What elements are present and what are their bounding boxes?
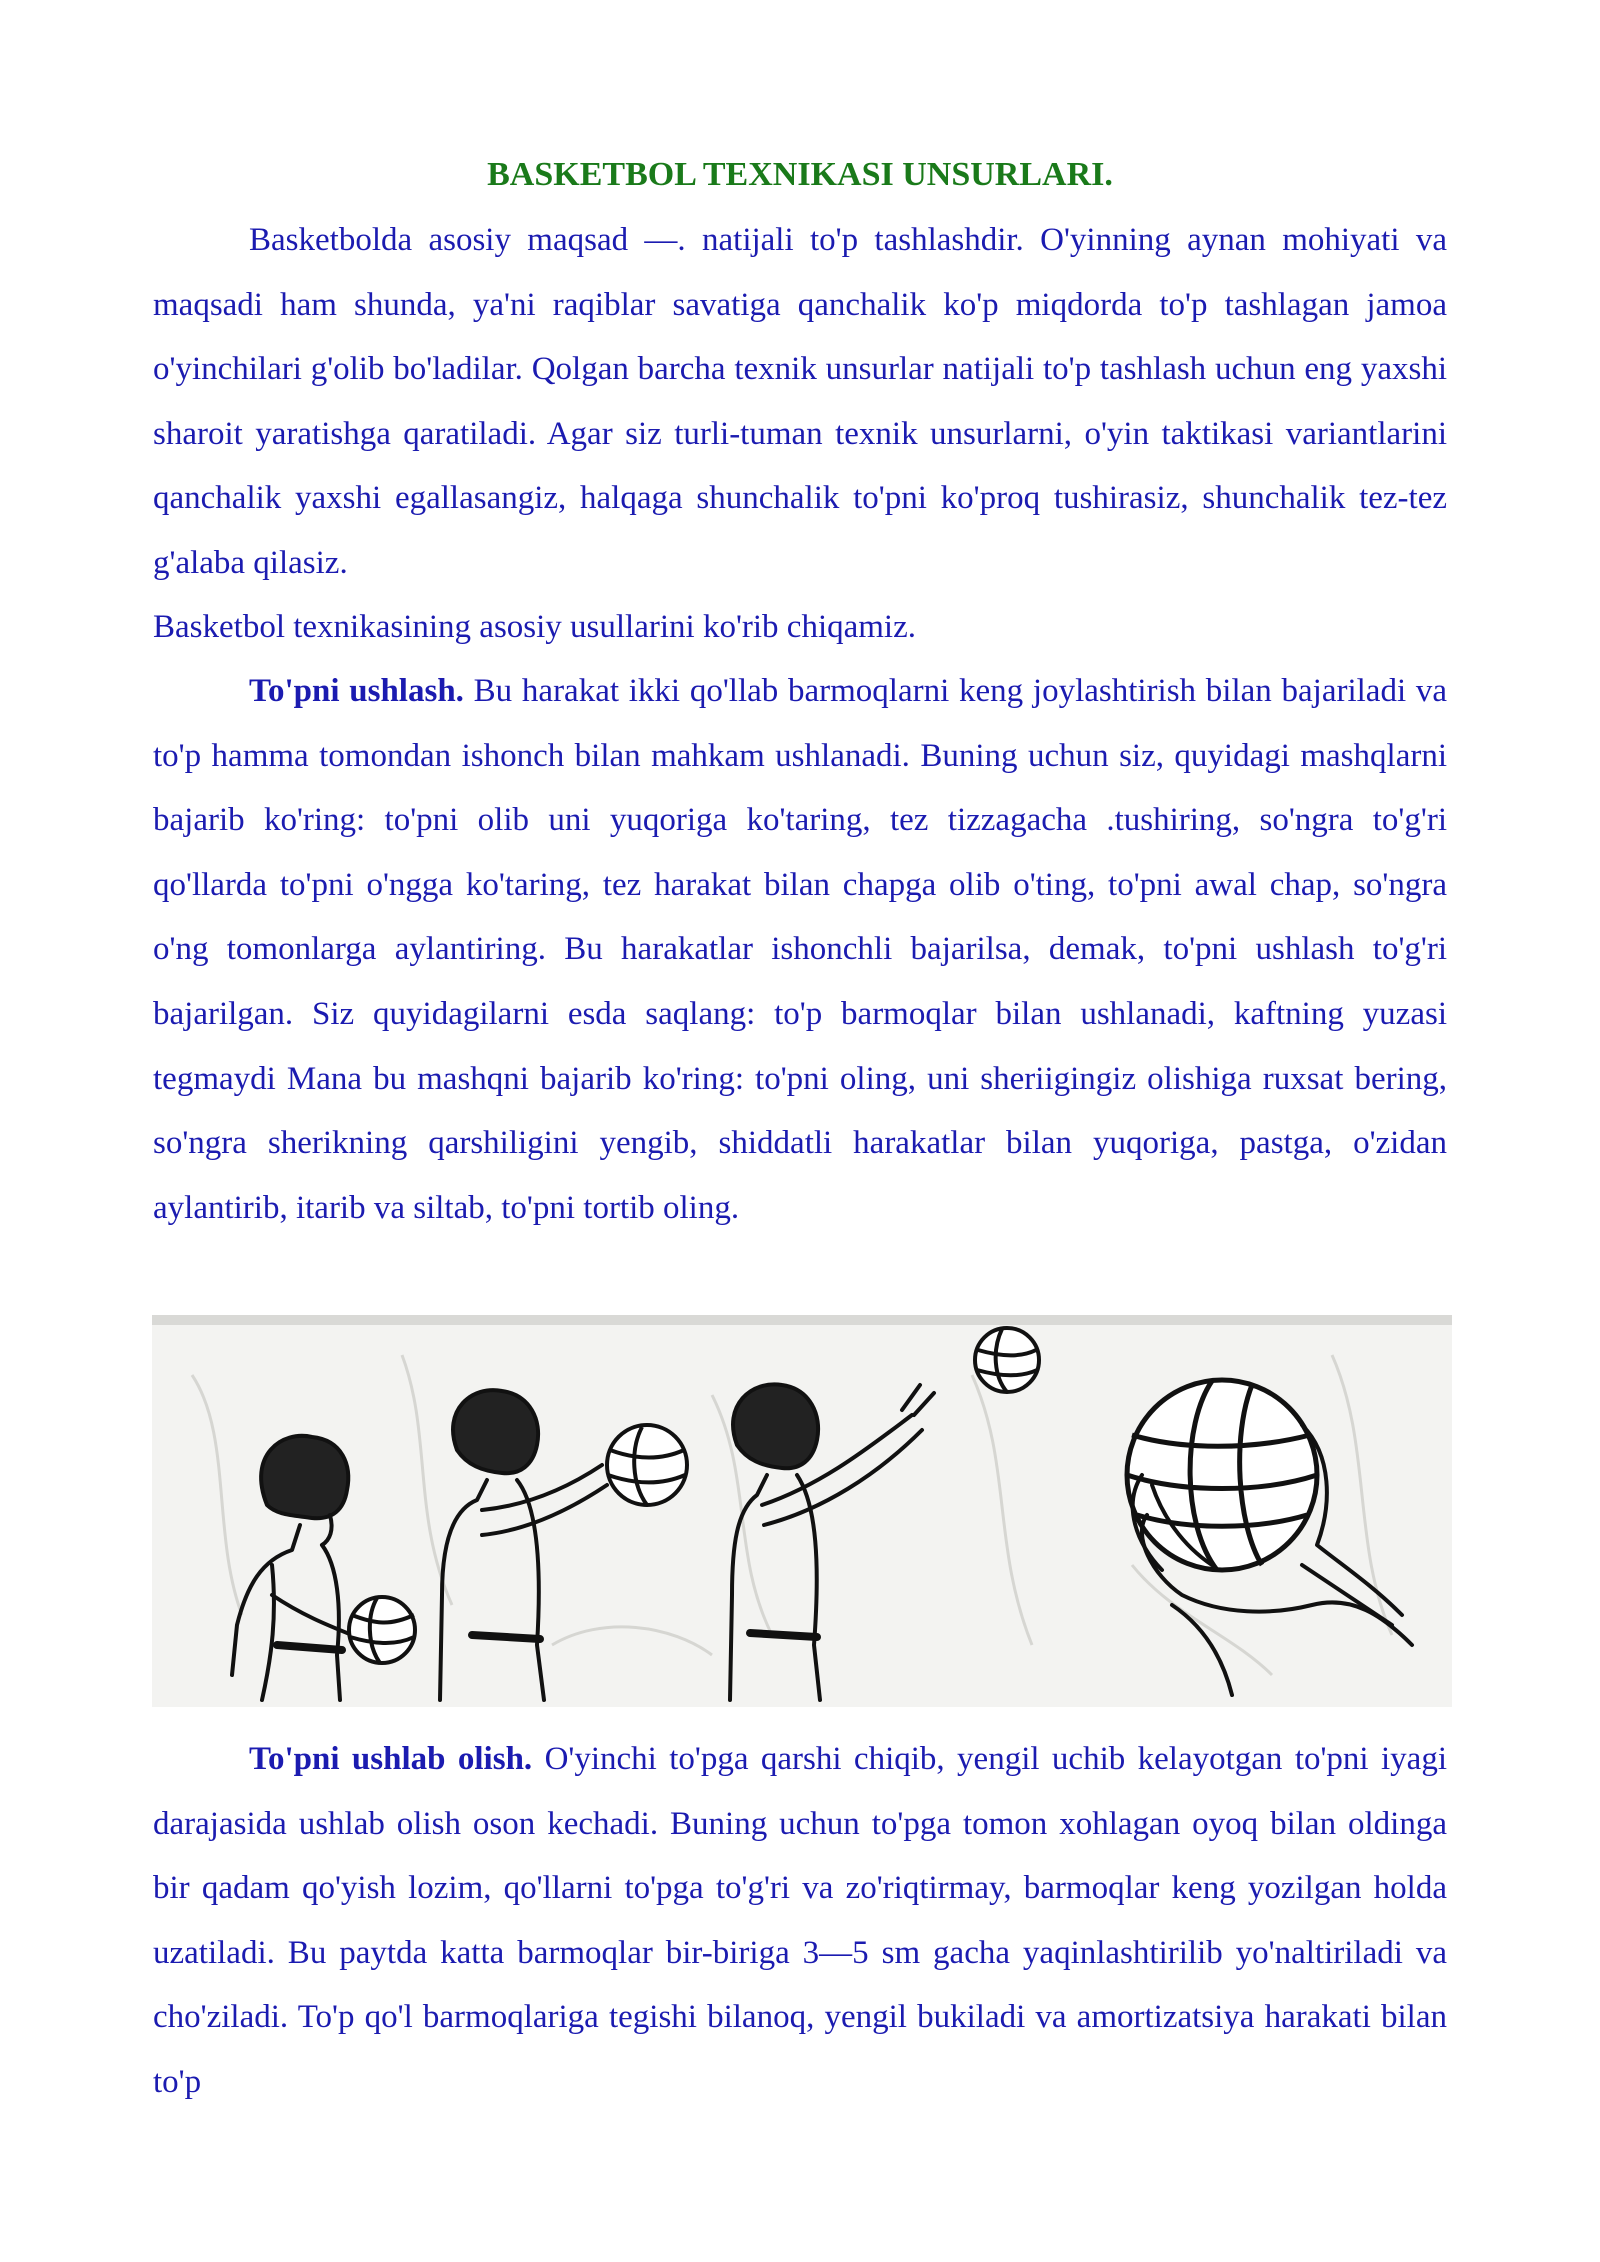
- intro-paragraph: Basketbolda asosiy maqsad —. natijali to'p tashlashdir. O'yinning aynan mohiyati va maqsadi ham shunda, ya'ni raqiblar savatiga qanchalik ko'p miqdorda to'p tashlagan jamoa o'yinchilari g'olib bo'ladilar. Qolgan barcha texnik unsurlar natijali to'p tashlash uchun eng yaxshi sharoit yaratishga qaratiladi. Agar siz turli-tuman texnik unsurlarni, o'yin taktikasi variantlarini qanchalik yaxshi egallasangiz, halqaga shunchalik to'pni ko'proq tushirasiz, shunchalik tez-tez g'alaba qilasiz.: [153, 222, 1447, 581]
- review-sentence: Basketbol texnikasining asosiy usullarini ko'rib chiqamiz.: [153, 609, 916, 645]
- ball-holding-heading: To'pni ushlash.: [249, 673, 464, 709]
- ball-holding-text: Bu harakat ikki qo'llab barmoqlarni keng joylashtirish bilan bajariladi va to'p hamma tomondan ishonch bilan mahkam ushlanadi. Buning uchun siz, quyidagi mashqlarni bajarib ko'ring: to'pni olib uni yuqoriga ko'taring, tez tizzagacha .tushiring, so'ngra to'g'ri qo'llarda to'pni o'ngga ko'taring, tez harakat bilan chapga olib o'ting, to'pni awal chap, so'ngra o'ng tomonlarga aylantiring. Bu harakatlar ishonchli bajarilsa, demak, to'pni ushlash to'g'ri bajarilgan. Siz quyidagilarni esda saqlang: to'p barmoqlar bilan ushlanadi, kaftning yuzasi tegmaydi Mana bu mashqni bajarib ko'ring: to'pni oling, uni sheriigingiz olishiga ruxsat bering, so'ngra sherikning qarshiligini yengib, shiddatli harakatlar bilan yuqoriga, pastga, o'zidan aylantirib, itarib va siltab, to'pni tortib oling.: [153, 673, 1448, 1226]
- ball-holding-drawing: [152, 1315, 1452, 1707]
- document-title: BASKETBOL TEXNIKASI UNSURLARI.: [487, 156, 1113, 193]
- figure-1-ball: [349, 1597, 415, 1663]
- ball-holding-paragraph: [153, 659, 1447, 1240]
- figure-4-ball: [1127, 1380, 1317, 1570]
- figure-2-boy: [440, 1390, 607, 1700]
- figure-3-ball: [975, 1328, 1039, 1392]
- ball-catching-paragraph: [153, 1727, 1447, 2115]
- figure-2-ball: [607, 1425, 687, 1505]
- figure-1-boy: [232, 1436, 352, 1700]
- ball-holding-illustration: [152, 1315, 1452, 1707]
- figure-3-boy: [730, 1384, 934, 1700]
- ball-catching-heading: To'pni ushlab olish.: [249, 1741, 533, 1777]
- ball-catching-text: O'yinchi to'pga qarshi chiqib, yengil uchib kelayotgan to'pni iyagi darajasida ushlab olish oson kechadi. Buning uchun to'pga tomon xohlagan oyoq bilan oldinga bir qadam qo'yish lozim, qo'llarni to'pga to'g'ri va zo'riqtirmay, barmoqlar keng yozilgan holda uzatiladi. Bu paytda katta barmoqlar bir-biriga 3—5 sm gacha yaqinlashtirilib yo'naltiriladi va cho'ziladi. To'p qo'l barmoqlariga tegishi bilanoq, yengil bukiladi va amortizatsiya harakati bilan to'p: [153, 1741, 1447, 2100]
